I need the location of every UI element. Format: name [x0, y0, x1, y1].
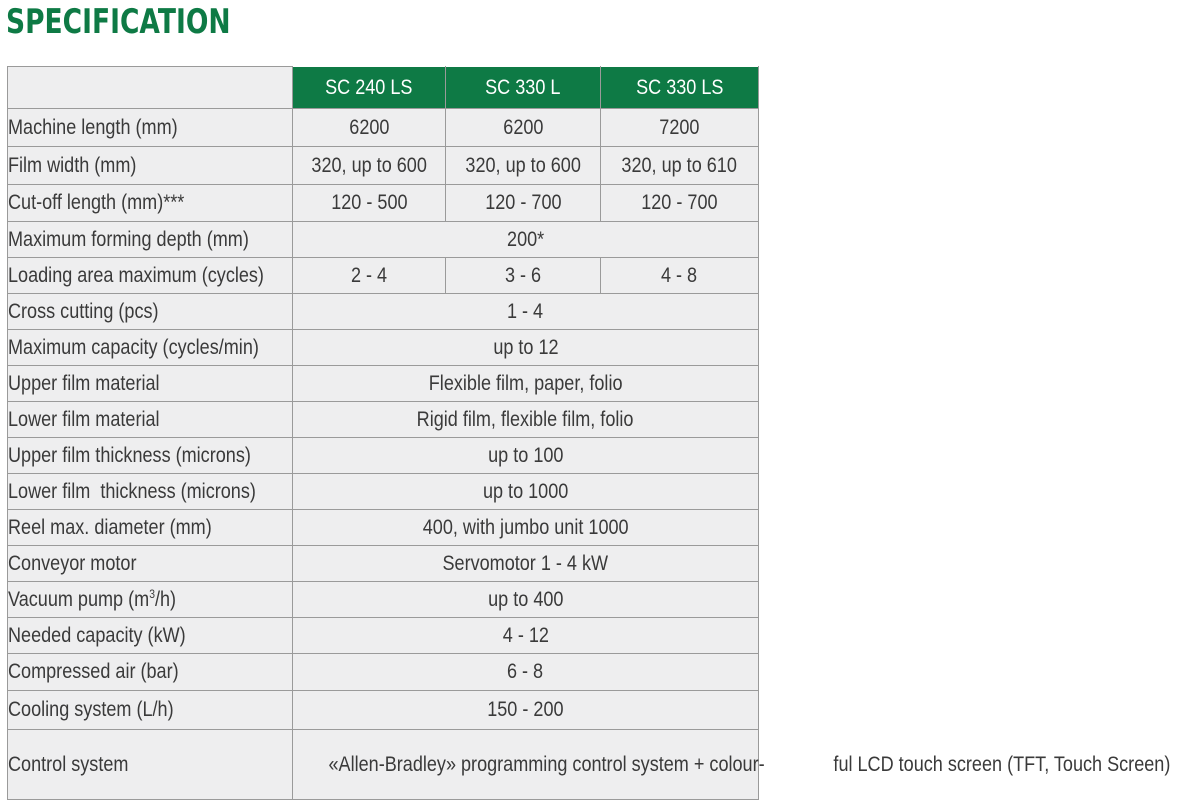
page-title: SPECIFICATION — [6, 2, 231, 42]
cell-value: up to 400 — [293, 582, 759, 618]
cell-value: 120 - 700 — [601, 185, 759, 222]
row-label: Loading area maximum (cycles) — [8, 258, 293, 294]
table-row — [8, 691, 759, 730]
cell-value: Flexible film, paper, folio — [293, 366, 759, 402]
cell-value: 4 - 12 — [293, 618, 759, 654]
cell-value: Servomotor 1 - 4 kW — [293, 546, 759, 582]
cell-value: 120 - 700 — [446, 185, 601, 222]
table-header-row — [8, 67, 759, 109]
cell-value-line: «Allen-Bradley» programming control system + colour- — [328, 753, 765, 776]
table-row — [8, 185, 759, 222]
cell-value: 400, with jumbo unit 1000 — [293, 510, 759, 546]
cell-value: 120 - 500 — [293, 185, 446, 222]
cell-value: 320, up to 610 — [601, 147, 759, 185]
cell-value: 4 - 8 — [601, 258, 759, 294]
row-label: Maximum forming depth (mm) — [8, 222, 293, 258]
table-row — [8, 109, 759, 147]
cell-value: 6200 — [293, 109, 446, 147]
table-row — [8, 438, 759, 474]
table-row — [8, 474, 759, 510]
specification-table — [7, 66, 1171, 800]
row-label: Upper film thickness (microns) — [8, 438, 293, 474]
table-row — [8, 222, 759, 258]
row-label: Upper film material — [8, 366, 293, 402]
row-label: Machine length (mm) — [8, 109, 293, 147]
cell-value: 6 - 8 — [293, 654, 759, 691]
row-label: Cooling system (L/h) — [8, 691, 293, 730]
table-row — [8, 654, 759, 691]
table-row — [8, 582, 759, 618]
row-label: Compressed air (bar) — [8, 654, 293, 691]
table-row — [8, 546, 759, 582]
row-label: Needed capacity (kW) — [8, 618, 293, 654]
cell-value: 3 - 6 — [446, 258, 601, 294]
row-label: Lower film thickness (microns) — [8, 474, 293, 510]
table-row — [8, 730, 759, 800]
row-label: Conveyor motor — [8, 546, 293, 582]
row-label: Film width (mm) — [8, 147, 293, 185]
cell-value: Rigid film, flexible film, folio — [293, 402, 759, 438]
row-label: Control system — [8, 730, 293, 800]
row-label: Cross cutting (pcs) — [8, 294, 293, 330]
cell-value: 200* — [293, 222, 759, 258]
cell-value: 320, up to 600 — [446, 147, 601, 185]
cell-value: 320, up to 600 — [293, 147, 446, 185]
row-label: Reel max. diameter (mm) — [8, 510, 293, 546]
row-label: Lower film material — [8, 402, 293, 438]
cell-value: 150 - 200 — [293, 691, 759, 730]
header-corner-cell — [8, 67, 293, 109]
cell-value — [293, 730, 1171, 800]
cell-value: up to 100 — [293, 438, 759, 474]
row-label: Cut-off length (mm)*** — [8, 185, 293, 222]
cell-value: up to 12 — [293, 330, 759, 366]
table-row — [8, 294, 759, 330]
cell-value: 6200 — [446, 109, 601, 147]
table-row — [8, 330, 759, 366]
table-row — [8, 366, 759, 402]
cell-value: 2 - 4 — [293, 258, 446, 294]
table-row — [8, 258, 759, 294]
row-label: Maximum capacity (cycles/min) — [8, 330, 293, 366]
table-row — [8, 147, 759, 185]
table-row — [8, 510, 759, 546]
cell-value: 1 - 4 — [293, 294, 759, 330]
column-header: SC 330 LS — [601, 67, 759, 109]
table-row — [8, 618, 759, 654]
table-row — [8, 402, 759, 438]
column-header: SC 240 LS — [293, 67, 446, 109]
column-header: SC 330 L — [446, 67, 601, 109]
cell-value: up to 1000 — [293, 474, 759, 510]
cell-value: 7200 — [601, 109, 759, 147]
row-label: Vacuum pump $(m^3/h)$ — [8, 582, 293, 618]
cell-value-line: ful LCD touch screen (TFT, Touch Screen) — [833, 753, 1171, 776]
